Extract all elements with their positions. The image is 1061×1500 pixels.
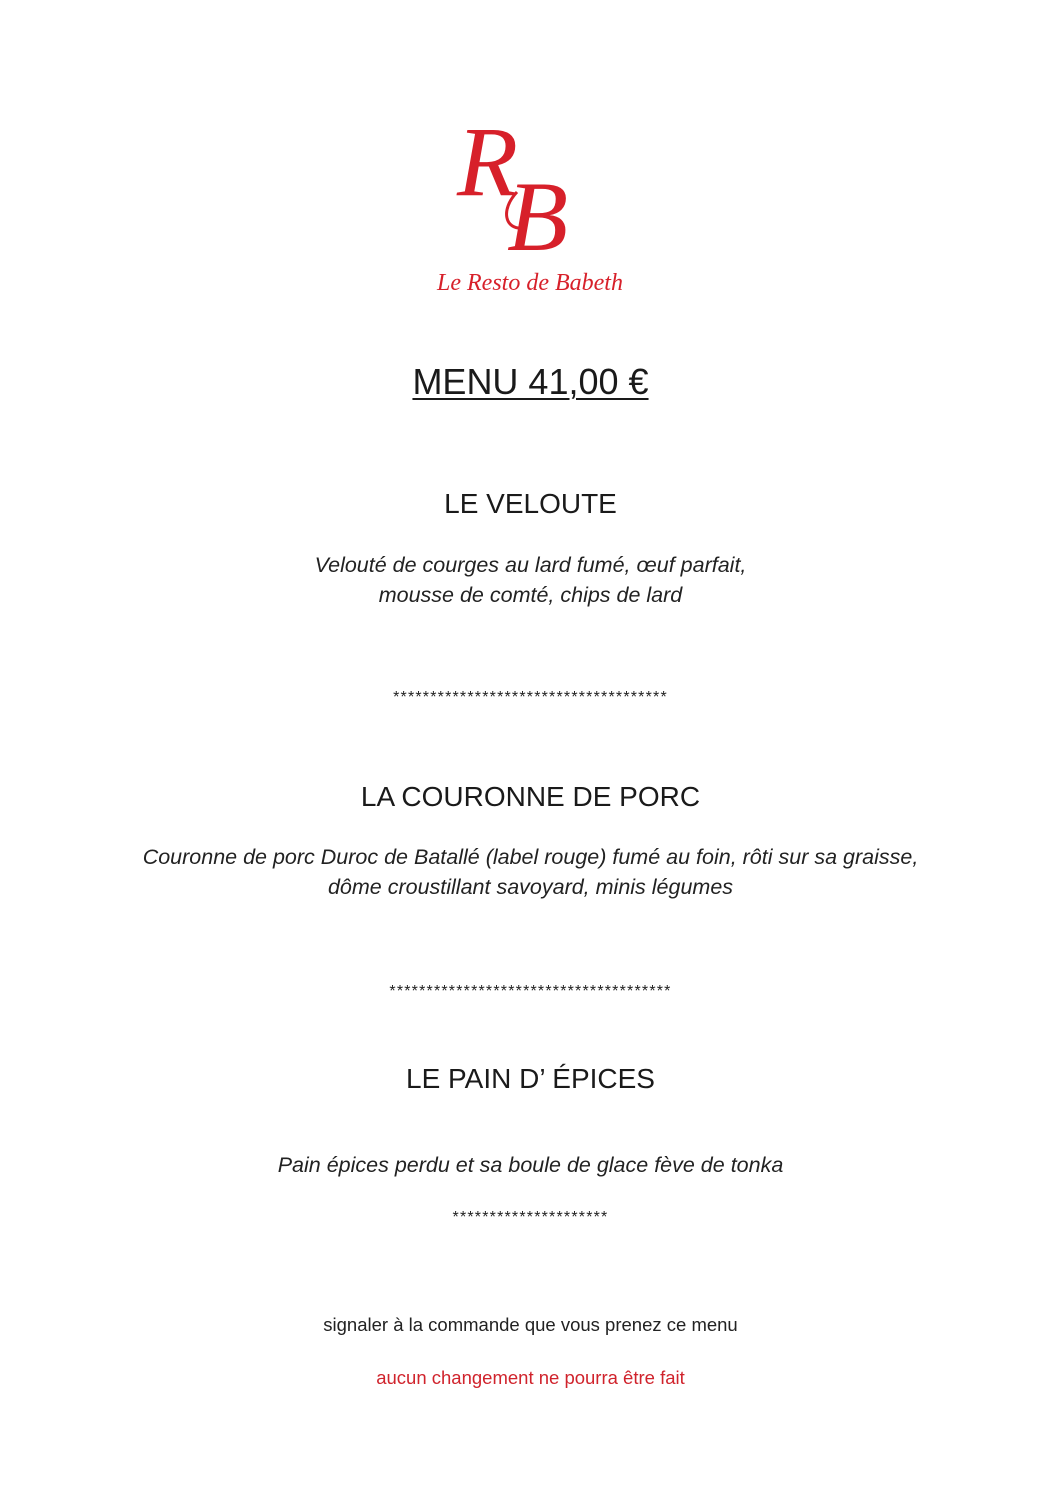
separator: ********************* [452,1209,609,1226]
course-title-veloute: LE VELOUTE [444,488,617,519]
rb-monogram-logo [405,100,655,300]
separator: ************************************* [393,689,668,706]
course-description-line: Velouté de courges au lard fumé, œuf parfait, [314,553,747,577]
course-description-line: dôme croustillant savoyard, minis légumes [327,875,734,899]
no-changes-warning: aucun changement ne pourra être fait [376,1367,685,1388]
menu-title [0,360,1061,404]
course-description-line: Pain épices perdu et sa boule de glace fève de tonka [277,1153,784,1177]
order-note: signaler à la commande que vous prenez ce menu [323,1314,738,1335]
logo-letter-r: R [457,106,519,217]
separator: ************************************** [389,983,672,1000]
course-description-line: mousse de comté, chips de lard [378,583,683,607]
logo-letter-b: B [507,161,569,272]
logo-tagline: Le Resto de Babeth [437,270,623,296]
course-description-line: Couronne de porc Duroc de Batallé (label rouge) fumé au foin, rôti sur sa graisse, [142,845,919,869]
course-title-couronne: LA COURONNE DE PORC [360,781,701,812]
menu-title-text: MENU 41,00 € [412,361,649,402]
restaurant-logo [405,100,655,300]
course-title-pain-epices: LE PAIN D’ ÉPICES [406,1063,655,1094]
